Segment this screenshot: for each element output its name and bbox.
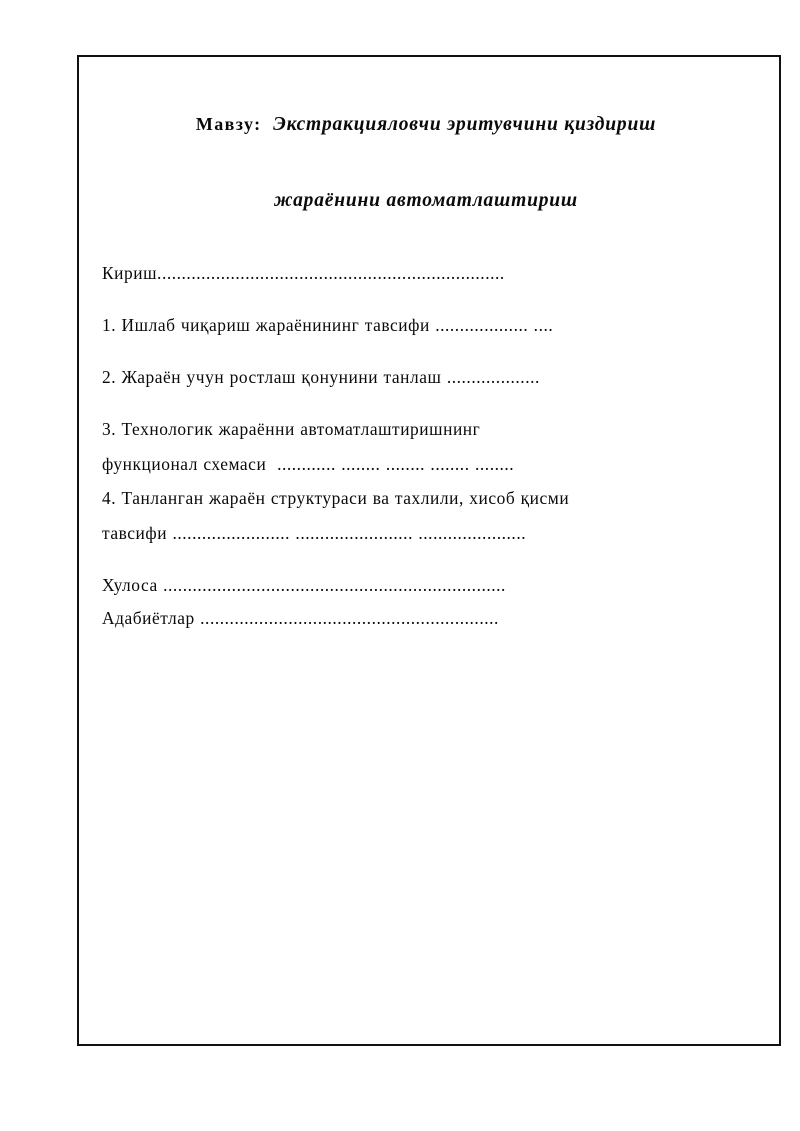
toc-entry-references: Адабиётлар ............................................................. bbox=[102, 607, 499, 628]
toc-entry-conclusion: Хулоса ...................................................................... bbox=[102, 574, 506, 595]
page-content bbox=[102, 67, 750, 630]
page-border-frame bbox=[77, 55, 781, 1046]
toc-entry-item-1: 1. Ишлаб чиқариш жараёнининг тавсифи ................... .... bbox=[102, 314, 554, 335]
toc-entry-item-4: 4. Танланган жараён структураси ва тахлили, хисоб қисми bbox=[102, 487, 570, 508]
toc-entry-item-2: 2. Жараён учун ростлаш қонунини танлаш ................... bbox=[102, 366, 540, 387]
title-label: Мавзу: bbox=[195, 114, 262, 134]
page-title bbox=[102, 67, 750, 220]
toc-entry-item-3: 3. Технологик жараённи автоматлаштиришнинг bbox=[102, 418, 481, 439]
toc-entry-introduction: Кириш....................................................................... bbox=[102, 263, 505, 283]
title-main-line-1: Экстракцияловчи эритувчини қиздириш bbox=[273, 114, 657, 135]
title-main-line-2: жараёнини автоматлаштириш bbox=[274, 190, 578, 211]
table-of-contents bbox=[102, 262, 750, 630]
toc-entry-item-3-continuation: функционал схемаси ............ ........ ........ ........ ........ bbox=[102, 453, 515, 474]
toc-entry-item-4-continuation: тавсифи ........................ ........................ ...................... bbox=[102, 522, 527, 543]
